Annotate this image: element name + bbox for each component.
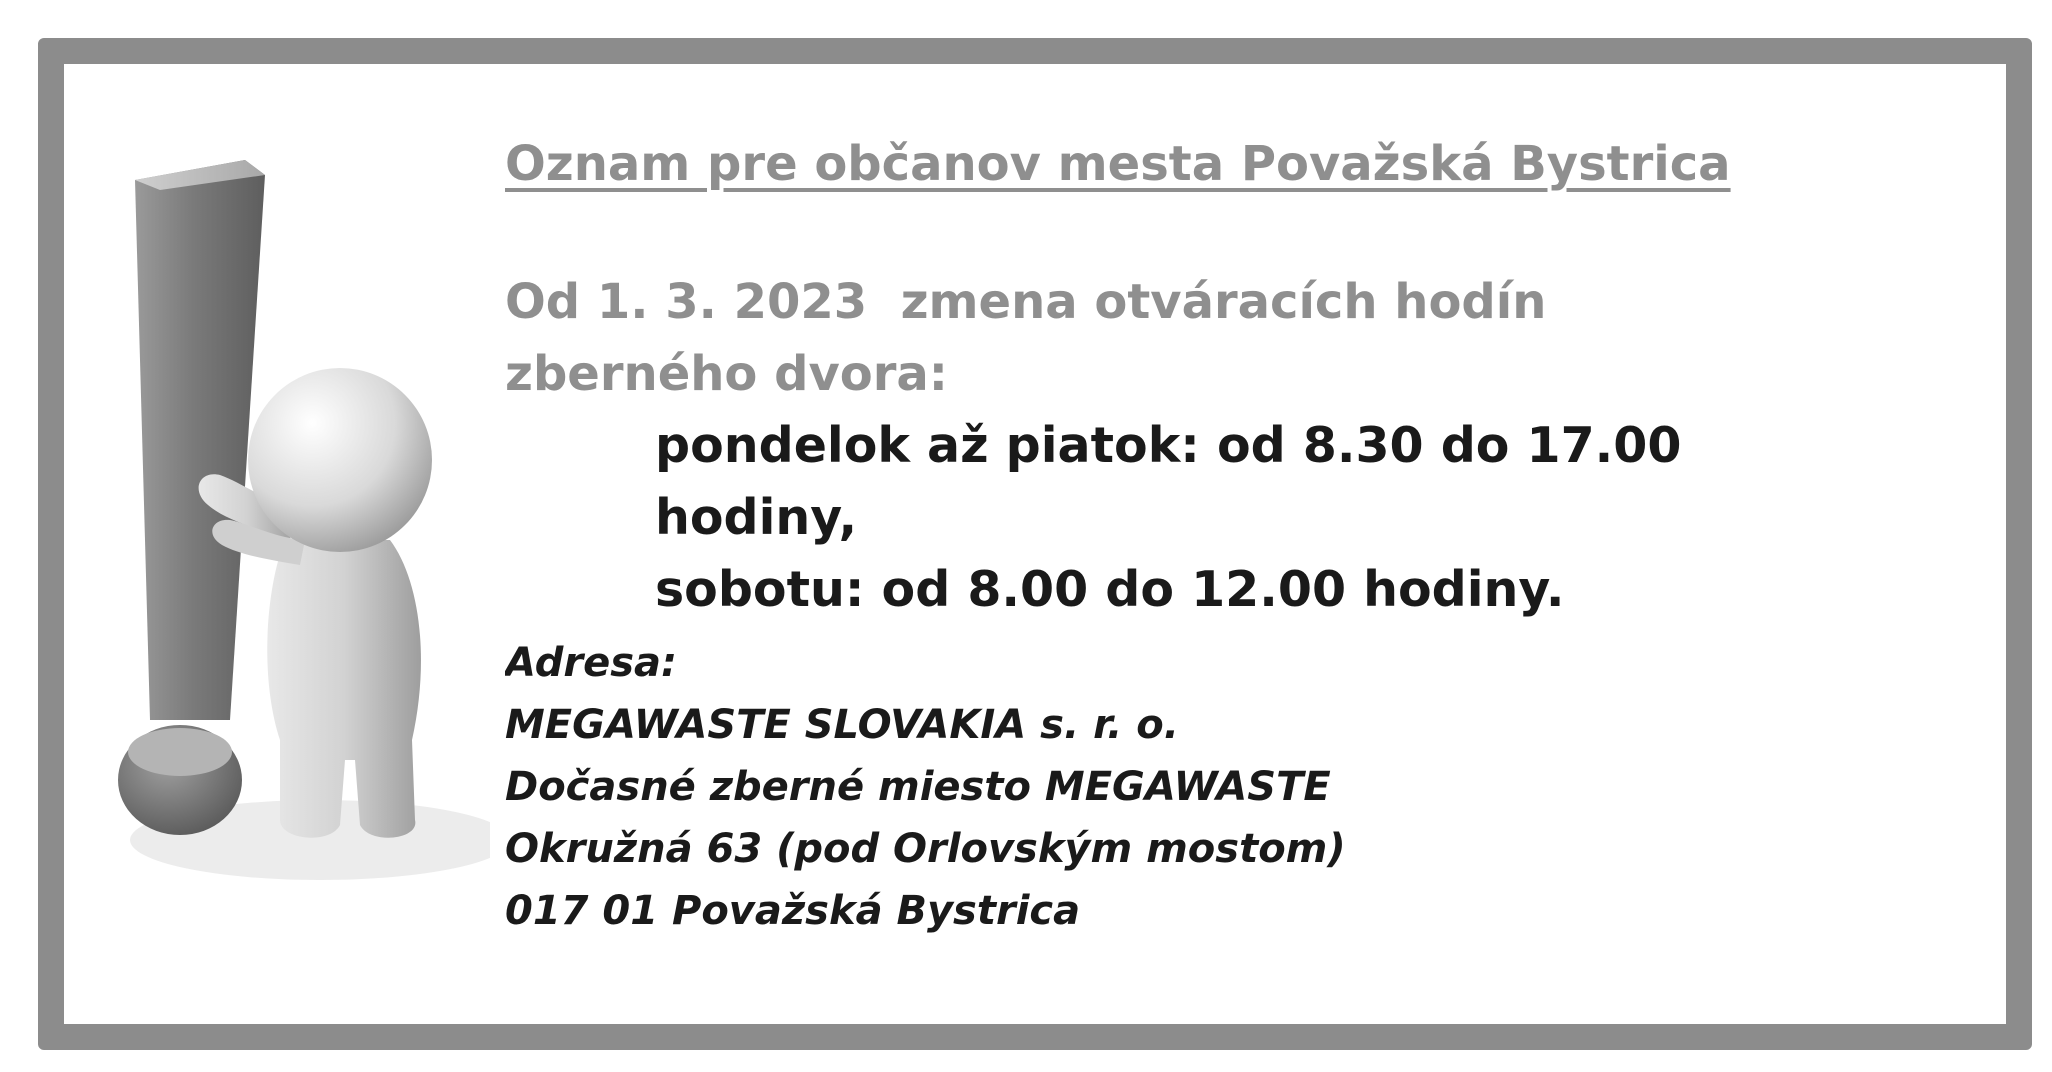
hours-weekdays: pondelok až piatok: od 8.30 do 17.00	[655, 417, 1682, 474]
address-line: Dočasné zberné miesto MEGAWASTE	[505, 764, 1331, 810]
address-block	[505, 632, 1925, 942]
notice-intro	[505, 266, 1705, 410]
address-label: Adresa:	[505, 640, 678, 686]
hours-weekdays-cont: hodiny,	[655, 489, 858, 546]
hours-saturday: sobotu: od 8.00 do 12.00 hodiny.	[655, 561, 1565, 618]
intro-line: Od 1. 3. 2023 zmena otváracích hodín	[505, 274, 1547, 330]
intro-line: zberného dvora:	[505, 346, 948, 402]
exclamation-figure-icon	[90, 120, 490, 890]
notice-content	[505, 128, 1925, 942]
address-line: 017 01 Považská Bystrica	[505, 888, 1081, 934]
opening-hours	[655, 410, 1735, 626]
address-line: Okružná 63 (pod Orlovským mostom)	[505, 826, 1346, 872]
address-line: MEGAWASTE SLOVAKIA s. r. o.	[505, 702, 1179, 748]
notice-title: Oznam pre občanov mesta Považská Bystrica	[505, 136, 1731, 192]
